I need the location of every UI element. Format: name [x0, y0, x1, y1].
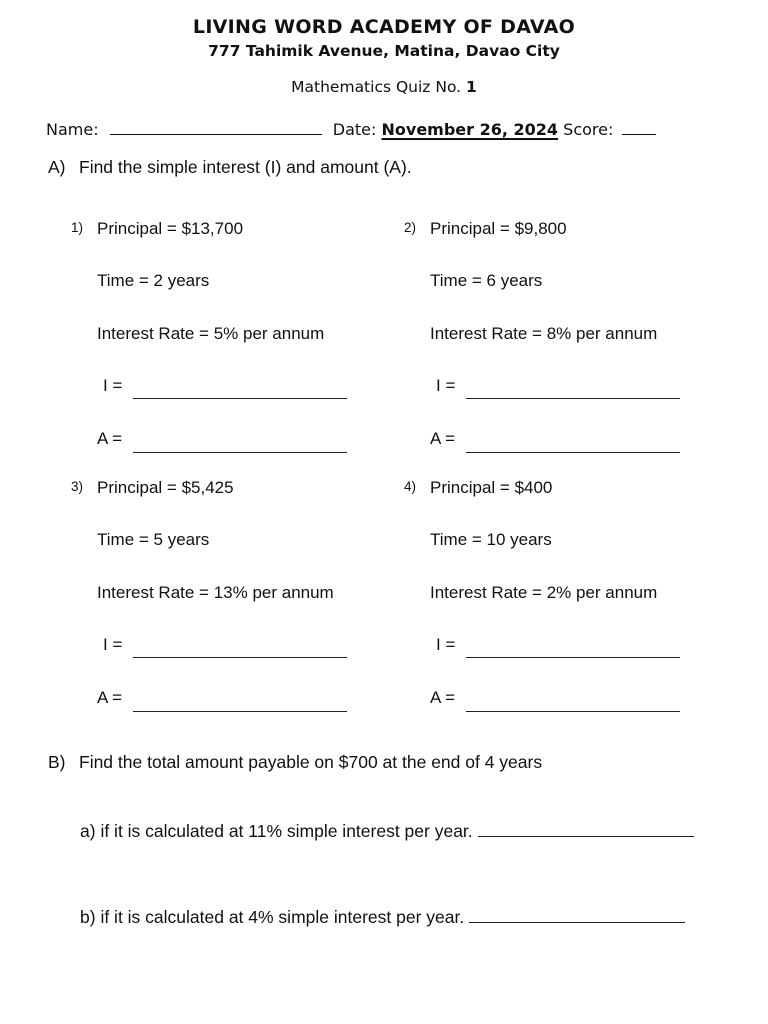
problem-time: Time = 2 years — [97, 271, 210, 290]
section-b-instruction: Find the total amount payable on $700 at the end of 4 years — [79, 752, 543, 772]
problem-principal: Principal = $400 — [430, 478, 553, 497]
interest-answer-line[interactable] — [466, 638, 680, 658]
problem-rate: Interest Rate = 2% per annum — [430, 583, 658, 602]
interest-answer-line[interactable] — [133, 638, 347, 658]
student-info-row — [46, 120, 656, 139]
sub-question-label: b) — [80, 907, 96, 927]
problem-time: Time = 5 years — [97, 530, 210, 549]
score-label: Score: — [563, 120, 614, 139]
name-blank[interactable] — [110, 121, 322, 135]
date-value: November 26, 2024 — [381, 120, 559, 139]
amount-label: A = — [97, 429, 123, 448]
problem-number: 2) — [404, 220, 417, 235]
school-address: 777 Tahimik Avenue, Matina, Davao City — [208, 42, 560, 60]
sub-question-b — [80, 907, 685, 928]
sub-question-a — [80, 821, 694, 842]
section-a-instruction: Find the simple interest (I) and amount (A). — [79, 157, 412, 177]
section-a-heading — [48, 157, 412, 178]
sub-question-answer-line[interactable] — [469, 907, 685, 923]
interest-label: I = — [103, 635, 123, 654]
problem-time: Time = 6 years — [430, 271, 543, 290]
interest-answer-line[interactable] — [466, 379, 680, 399]
problem-number: 3) — [71, 479, 84, 494]
section-a-letter: A) — [48, 157, 66, 177]
section-b-heading — [48, 752, 542, 773]
name-label: Name: — [46, 120, 99, 139]
interest-answer-line[interactable] — [133, 379, 347, 399]
amount-label: A = — [430, 688, 456, 707]
problem-rate: Interest Rate = 5% per annum — [97, 324, 325, 343]
score-blank[interactable] — [622, 121, 656, 135]
sub-question-text: if it is calculated at 11% simple interest per year. — [100, 821, 473, 841]
quiz-title-label: Mathematics Quiz No. — [291, 78, 462, 96]
amount-answer-line[interactable] — [133, 692, 347, 712]
problem-rate: Interest Rate = 8% per annum — [430, 324, 658, 343]
amount-label: A = — [430, 429, 456, 448]
date-label: Date: — [332, 120, 377, 139]
amount-label: A = — [97, 688, 123, 707]
quiz-number: 1 — [466, 78, 477, 96]
amount-answer-line[interactable] — [466, 433, 680, 453]
interest-label: I = — [103, 376, 123, 395]
section-b-letter: B) — [48, 752, 66, 772]
problem-principal: Principal = $5,425 — [97, 478, 234, 497]
interest-label: I = — [436, 635, 456, 654]
sub-question-text: if it is calculated at 4% simple interest per year. — [100, 907, 465, 927]
problem-number: 1) — [71, 220, 84, 235]
interest-label: I = — [436, 376, 456, 395]
school-name: LIVING WORD ACADEMY OF DAVAO — [192, 16, 576, 38]
problem-number: 4) — [404, 479, 417, 494]
amount-answer-line[interactable] — [133, 433, 347, 453]
problem-principal: Principal = $13,700 — [97, 219, 244, 238]
sub-question-label: a) — [80, 821, 96, 841]
sub-question-answer-line[interactable] — [478, 821, 694, 837]
problem-principal: Principal = $9,800 — [430, 219, 567, 238]
quiz-title — [0, 78, 768, 96]
amount-answer-line[interactable] — [466, 692, 680, 712]
problem-rate: Interest Rate = 13% per annum — [97, 583, 334, 602]
problem-time: Time = 10 years — [430, 530, 552, 549]
